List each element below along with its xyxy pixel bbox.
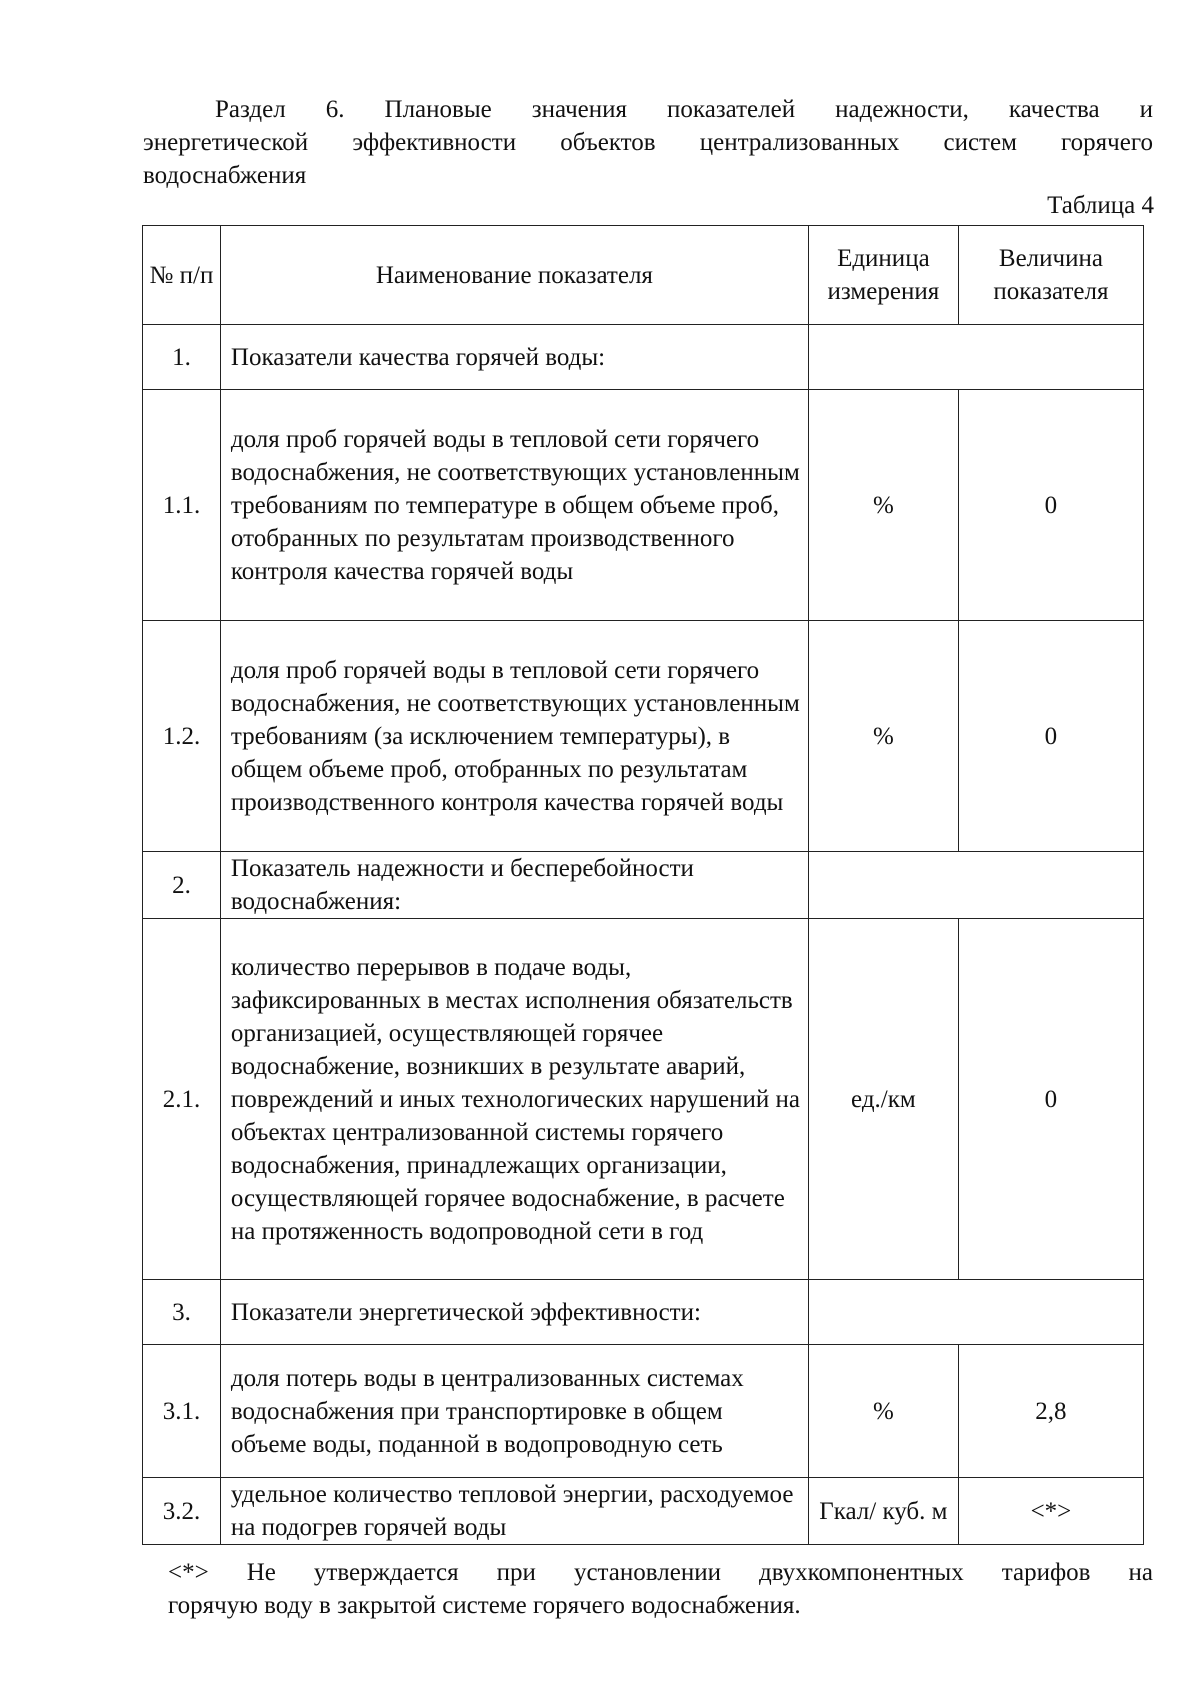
- row-name: доля потерь воды в централизованных системах водоснабжения при транспортировке в общем объеме воды, поданной в водопроводную сеть: [220, 1345, 808, 1478]
- row-unit: %: [808, 390, 958, 621]
- row-value: 0: [958, 621, 1143, 852]
- row-num: 1.2.: [143, 621, 221, 852]
- row-value: 2,8: [958, 1345, 1143, 1478]
- section-heading: [143, 93, 1153, 192]
- table-row: [143, 1478, 1144, 1545]
- section-heading-line-1: Раздел 6. Плановые значения показателей надежности, качества и: [215, 96, 1153, 123]
- row-num: 1.1.: [143, 390, 221, 621]
- table-row: [143, 1345, 1144, 1478]
- row-name: количество перерывов в подаче воды, зафиксированных в местах исполнения обязательств организацией, осуществляющей горячее водоснабжение, возникших в результате аварий, повреждений и иных технологических нарушений на объектах централизованной системы горячего водоснабжения, принадлежащих организации, осуществляющей горячее водоснабжение, в расчете на протяженность водопроводной сети в год: [220, 919, 808, 1280]
- table-caption: Таблица 4: [1047, 192, 1154, 219]
- row-unit: %: [808, 1345, 958, 1478]
- footnote-line-1: <*> Не утверждается при установлении двухкомпонентных тарифов на: [168, 1559, 1153, 1586]
- table-row: [143, 325, 1144, 390]
- row-name: Показатель надежности и бесперебойности водоснабжения:: [220, 852, 808, 919]
- table-row: [143, 852, 1144, 919]
- table-row: [143, 390, 1144, 621]
- row-name: удельное количество тепловой энергии, расходуемое на подогрев горячей воды: [220, 1478, 808, 1545]
- row-empty-cell: [808, 852, 1143, 919]
- row-name: доля проб горячей воды в тепловой сети горячего водоснабжения, не соответствующих установленным требованиям (за исключением температуры), в общем объеме проб, отобранных по результатам производственного контроля качества горячей воды: [220, 621, 808, 852]
- indicators-table: [142, 225, 1144, 1545]
- table-row: [143, 621, 1144, 852]
- row-num: 2.: [143, 852, 221, 919]
- row-empty-cell: [808, 325, 1143, 390]
- row-name: доля проб горячей воды в тепловой сети горячего водоснабжения, не соответствующих установленным требованиям по температуре в общем объеме проб, отобранных по результатам производственного контроля качества горячей воды: [220, 390, 808, 621]
- header-value: Величина показателя: [958, 226, 1143, 325]
- section-heading-line-3: водоснабжения: [143, 162, 307, 189]
- row-unit: %: [808, 621, 958, 852]
- row-num: 1.: [143, 325, 221, 390]
- row-num: 3.2.: [143, 1478, 221, 1545]
- table-header-row: [143, 226, 1144, 325]
- row-name: Показатели энергетической эффективности:: [220, 1280, 808, 1345]
- header-num: № п/п: [143, 226, 221, 325]
- footnote: [168, 1556, 1153, 1622]
- row-unit: ед./км: [808, 919, 958, 1280]
- header-name: Наименование показателя: [220, 226, 808, 325]
- row-value: 0: [958, 919, 1143, 1280]
- row-num: 3.1.: [143, 1345, 221, 1478]
- row-name: Показатели качества горячей воды:: [220, 325, 808, 390]
- table-row: [143, 919, 1144, 1280]
- row-empty-cell: [808, 1280, 1143, 1345]
- row-num: 2.1.: [143, 919, 221, 1280]
- header-unit: Единица измерения: [808, 226, 958, 325]
- table-row: [143, 1280, 1144, 1345]
- row-unit: Гкал/ куб. м: [808, 1478, 958, 1545]
- section-heading-line-2: энергетической эффективности объектов централизованных систем горячего: [143, 129, 1153, 156]
- footnote-line-2: горячую воду в закрытой системе горячего водоснабжения.: [168, 1592, 801, 1619]
- row-num: 3.: [143, 1280, 221, 1345]
- row-value: <*>: [958, 1478, 1143, 1545]
- row-value: 0: [958, 390, 1143, 621]
